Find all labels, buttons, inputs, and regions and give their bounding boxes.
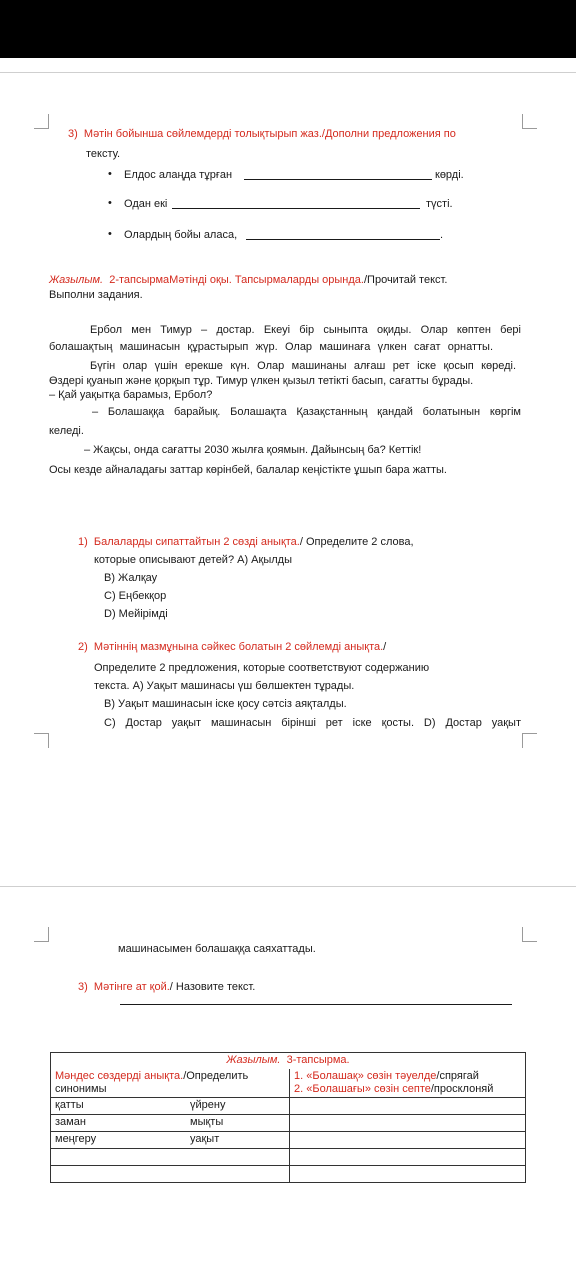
q3-heading	[78, 981, 255, 994]
fill-item-2-before: Одан екі	[124, 198, 168, 210]
writing-title-dark-2: Выполни задания.	[49, 289, 143, 301]
text-p3-line2: келеді.	[49, 425, 84, 437]
writing-title-dark: /Прочитай текст.	[363, 274, 448, 286]
writing-task2-title	[49, 274, 447, 287]
table-row	[51, 1098, 526, 1115]
table-cell-empty	[290, 1149, 526, 1166]
q2-heading	[78, 641, 386, 654]
table-cell-words	[51, 1132, 290, 1149]
bullet-icon: •	[108, 228, 112, 240]
page-corner-mark-tl	[34, 114, 49, 129]
fill-blank-2	[172, 208, 420, 209]
q2-option-cd: С) Достар уақыт машинасын бірінші рет іске қосты. D) Достар уақыт	[104, 717, 521, 729]
q1-number: 1)	[78, 536, 88, 548]
table-left-title	[51, 1069, 290, 1098]
table-row	[51, 1149, 526, 1166]
text-p1-line1: Ербол мен Тимур – достар. Екеуі бір сыныпта оқиды. Олар көптен бері	[90, 324, 521, 336]
word-right: үйрену	[190, 1099, 226, 1111]
table-header-row	[51, 1053, 526, 1070]
q1-option-c: С) Еңбекқор	[104, 590, 167, 602]
table-cell-empty	[51, 1166, 290, 1183]
word-left: меңгеру	[55, 1133, 97, 1145]
table-row	[51, 1166, 526, 1183]
word-right: мықты	[190, 1116, 224, 1128]
table-left-title-red: Мәндес сөздерді анықта.	[55, 1070, 184, 1082]
fill-blank-3	[246, 239, 440, 240]
q2-heading-dark: /	[383, 641, 387, 653]
table-right-1-dark: /спрягай	[436, 1070, 479, 1082]
writing-label: Жазылым.	[49, 274, 104, 286]
q2-option-d-cont: машинасымен болашаққа саяхаттады.	[118, 943, 316, 955]
q2-option-a: текста. А) Уақыт машинасы үш бөлшектен тұрады.	[94, 680, 355, 692]
table-header-task: 3-тапсырма.	[286, 1054, 350, 1066]
task3-number: 3)	[68, 128, 78, 140]
text-p4-line1: – Жақсы, онда сағатты 2030 жылға қоямын. Дайынсың ба? Кеттік!	[84, 444, 422, 456]
page-divider-middle	[0, 886, 576, 887]
page-corner-mark-bl	[34, 733, 49, 748]
table-header	[51, 1053, 526, 1070]
fill-item-3-before: Олардың бойы аласа,	[124, 229, 238, 241]
word-left: заман	[55, 1116, 86, 1128]
task3-table	[50, 1052, 526, 1183]
bullet-icon: •	[108, 197, 112, 209]
text-p2-line2: Өздері қуанып және қорқып тұр. Тимур үлкен қызыл тетікті басып, сағатты бұрады.	[49, 375, 474, 387]
table-cell-empty	[290, 1115, 526, 1132]
fill-item-1-after: көрді.	[435, 169, 464, 181]
q2-number: 2)	[78, 641, 88, 653]
q1-heading-dark: / Определите 2 слова,	[299, 536, 414, 548]
table-right-2-red: 2. «Болашағы» сөзін септе	[294, 1083, 431, 1095]
q2-heading-line2: Определите 2 предложения, которые соответствуют содержанию	[94, 662, 430, 674]
page-corner-mark-br	[522, 733, 537, 748]
table-left-title-dark: /Определить синонимы	[55, 1070, 249, 1095]
table-cell-words	[51, 1098, 290, 1115]
fill-item-1-before: Елдос алаңда тұрған	[124, 169, 233, 181]
text-p4-line2: Осы кезде айналадағы заттар көрінбей, балалар кеңістікте ұшып бара жатты.	[49, 464, 447, 476]
fill-item-3-after: .	[440, 229, 444, 241]
task3-heading	[68, 128, 456, 141]
table-right-2-dark: /просклоняй	[430, 1083, 494, 1095]
bullet-icon: •	[108, 168, 112, 180]
q1-heading	[78, 536, 414, 549]
word-left: қатты	[55, 1099, 84, 1111]
page2-corner-mark-tl	[34, 927, 49, 942]
table-cell-empty	[290, 1132, 526, 1149]
word-right: уақыт	[190, 1133, 220, 1145]
table-right-title	[290, 1069, 526, 1098]
task3-heading-cont: тексту.	[86, 148, 121, 160]
q1-option-d: D) Мейірімді	[104, 608, 168, 620]
q1-option-a: которые описывают детей? А) Ақылды	[94, 554, 292, 566]
table-subheader-row	[51, 1069, 526, 1098]
fill-item-2-after: түсті.	[426, 198, 453, 210]
page-corner-mark-tr	[522, 114, 537, 129]
table-cell-empty	[51, 1149, 290, 1166]
q2-heading-red: Мәтіннің мазмұнына сәйкес болатын 2 сөйлемді анықта.	[93, 641, 384, 653]
table-cell-empty	[290, 1098, 526, 1115]
text-p1-line2: болашақтың машинасын құрастырып жүр. Олар машинаға үлкен сағат орнатты.	[49, 341, 493, 353]
text-p2-line3: – Қай уақытқа барамыз, Ербол?	[49, 389, 213, 401]
q2-option-b: В) Уақыт машинасын іске қосу сәтсіз аяқталды.	[104, 698, 347, 710]
q3-number: 3)	[78, 981, 88, 993]
text-p3-line1: – Болашаққа барайық. Болашақта Қазақстанның қандай болатынын көргім	[92, 406, 521, 418]
fill-blank-1	[244, 179, 432, 180]
table-cell-empty	[290, 1166, 526, 1183]
top-black-bar	[0, 0, 576, 58]
table-row	[51, 1132, 526, 1149]
q3-heading-dark: / Назовите текст.	[169, 981, 256, 993]
table-cell-words	[51, 1115, 290, 1132]
q3-heading-red: Мәтінге ат қой.	[93, 981, 170, 993]
page-divider-top	[0, 72, 576, 73]
page2-corner-mark-tr	[522, 927, 537, 942]
table-right-1-red: 1. «Болашақ» сөзін тәуелде	[294, 1070, 437, 1082]
q1-option-b: В) Жалқау	[104, 572, 158, 584]
q3-answer-line	[120, 1004, 512, 1005]
table-row	[51, 1115, 526, 1132]
task3-heading-red: Мәтін бойынша сөйлемдерді толықтырып жаз./Дополни предложения по	[83, 128, 456, 140]
text-p2-line1: Бүгін олар үшін ерекше күн. Олар машинаны алғаш рет іске қосып көреді.	[90, 360, 516, 372]
q1-heading-red: Балаларды сипаттайтын 2 сөзді анықта.	[93, 536, 300, 548]
table-header-label: Жазылым.	[226, 1054, 281, 1066]
writing-title-red: 2-тапсырмаМәтінді оқы. Тапсырмаларды орында.	[109, 274, 364, 286]
